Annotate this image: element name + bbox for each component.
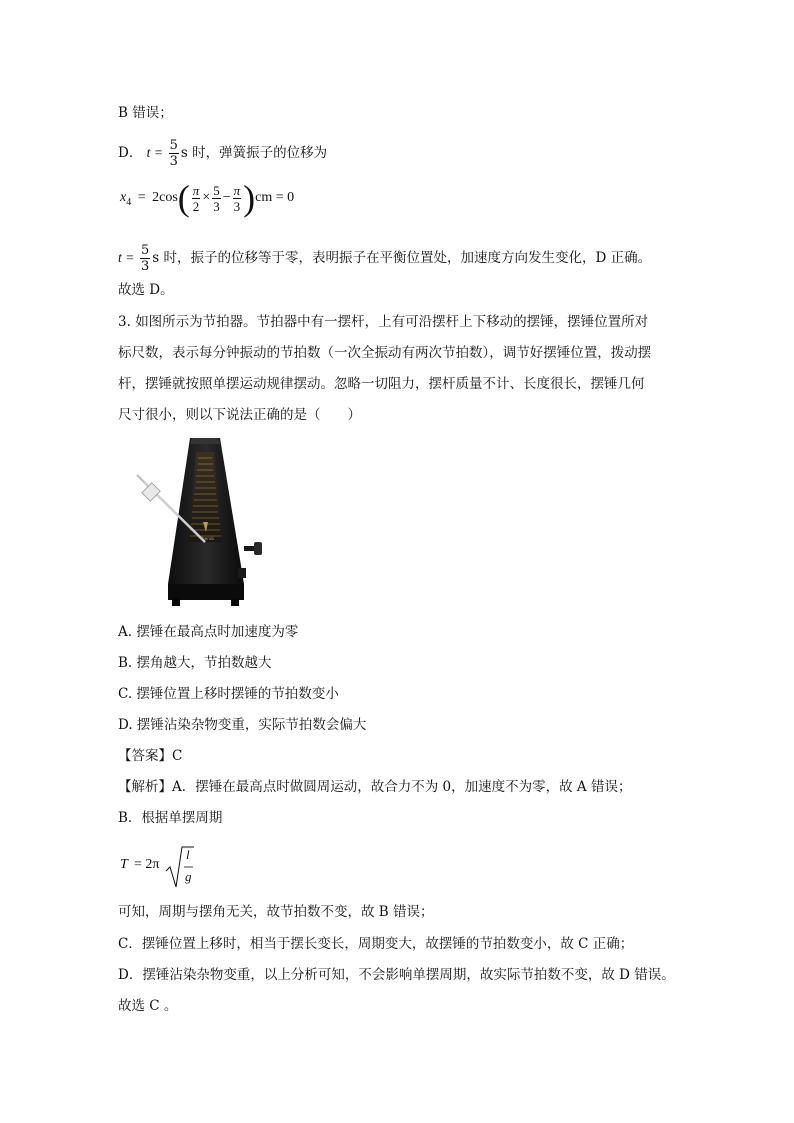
- frac-den: 3: [213, 198, 220, 214]
- period-eq: = 2π: [134, 857, 160, 872]
- question-text-1: 如图所示为节拍器。节拍器中有一摆杆，上有可沿摆杆上下移动的摆锤，摆锤位置所对: [135, 314, 649, 330]
- t-var: t: [118, 250, 122, 265]
- analysis-after-line: 可知，周期与摆角无关，故节拍数不变，故 B 错误；: [118, 904, 434, 920]
- frac-num: 5: [213, 182, 220, 198]
- text-line-t-zero: [118, 243, 651, 274]
- d-suffix: s 时，弹簧振子的位移为: [180, 145, 328, 161]
- x-var: x: [120, 190, 127, 206]
- analysis-c-line: C．摆锤位置上移时，相当于摆长变长，周期变大，故摆锤的节拍数变小，故 C 正确；: [118, 936, 634, 952]
- fraction-pi-2: [192, 183, 201, 214]
- right-paren: ): [243, 178, 256, 218]
- brand-label: cherub: [200, 536, 214, 541]
- equals: =: [154, 145, 163, 160]
- question-3-line-3: 杆，摆锤就按照单摆运动规律摆动。忽略一切阻力，摆杆质量不计、长度很长，摆锤几何: [118, 376, 645, 392]
- analysis-b-line: B．根据单摆周期: [118, 810, 223, 826]
- fraction-5-3: [140, 243, 150, 274]
- metronome-image: [128, 434, 278, 610]
- frac-den: 3: [140, 259, 150, 274]
- analysis-d-line: D．摆锤沾染杂物变重，以上分析可知，不会影响单摆周期，故实际节拍数不变，故 D 错误。: [118, 967, 675, 983]
- frac-den: 3: [233, 198, 241, 214]
- question-number: 3.: [118, 314, 131, 330]
- fraction-5-3: [212, 183, 221, 214]
- t-suffix: s 时，振子的位移等于零，表明振子在平衡位置处，加速度方向发生变化，D 正确。: [152, 250, 652, 266]
- sqrt-den: g: [185, 869, 192, 884]
- frac-den: 2: [192, 198, 200, 214]
- frac-num: 5: [169, 138, 178, 153]
- text-line-b-wrong: B 错误；: [118, 105, 173, 121]
- cos-prefix: 2cos: [152, 190, 178, 206]
- text-line-d: [118, 138, 327, 169]
- frac-num: 5: [140, 243, 150, 258]
- option-c: C. 摆锤位置上移时摆锤的节拍数变小: [118, 686, 339, 702]
- cm-zero: cm = 0: [255, 190, 295, 206]
- equation-x4: [120, 180, 294, 216]
- frac-num: π: [192, 182, 200, 198]
- fraction-pi-3: [233, 183, 242, 214]
- option-d: D. 摆锤沾染杂物变重，实际节拍数会偏大: [118, 717, 367, 733]
- minus: −: [222, 190, 231, 206]
- answer-line: 【答案】C: [118, 748, 183, 764]
- frac-den: 3: [169, 154, 178, 169]
- times: ×: [202, 190, 211, 206]
- question-3-line-1: [118, 312, 648, 332]
- d-prefix: D．: [118, 145, 143, 161]
- analysis-label: 【解析】: [118, 779, 172, 795]
- pendulum-weight: [142, 483, 160, 501]
- option-a: A. 摆锤在最高点时加速度为零: [118, 624, 299, 640]
- analysis-a-line: [118, 777, 631, 797]
- question-3-line-2: 标尺数，表示每分钟振动的节拍数（一次全振动有两次节拍数），调节好摆锤位置，拨动摆: [118, 345, 652, 361]
- text-line-choose-d: 故选 D。: [118, 282, 174, 298]
- equals: =: [137, 190, 146, 206]
- fraction-5-3: [169, 138, 179, 169]
- x-sub: 4: [126, 197, 132, 209]
- equals: =: [126, 250, 134, 265]
- period-var: T: [120, 857, 128, 872]
- analysis-final-line: 故选 C 。: [118, 998, 178, 1014]
- metronome-base: [168, 584, 244, 600]
- question-3-line-4: 尺寸很小，则以下说法正确的是（ ）: [118, 407, 361, 423]
- sqrt-num: l: [186, 847, 190, 862]
- analysis-a: A．摆锤在最高点时做圆周运动，故合力不为 0，加速度不为零，故 A 错误；: [172, 779, 632, 795]
- frac-num: π: [233, 182, 241, 198]
- option-b: B. 摆角越大，节拍数越大: [118, 655, 272, 671]
- left-paren: (: [177, 178, 190, 218]
- t-var: t: [146, 145, 151, 160]
